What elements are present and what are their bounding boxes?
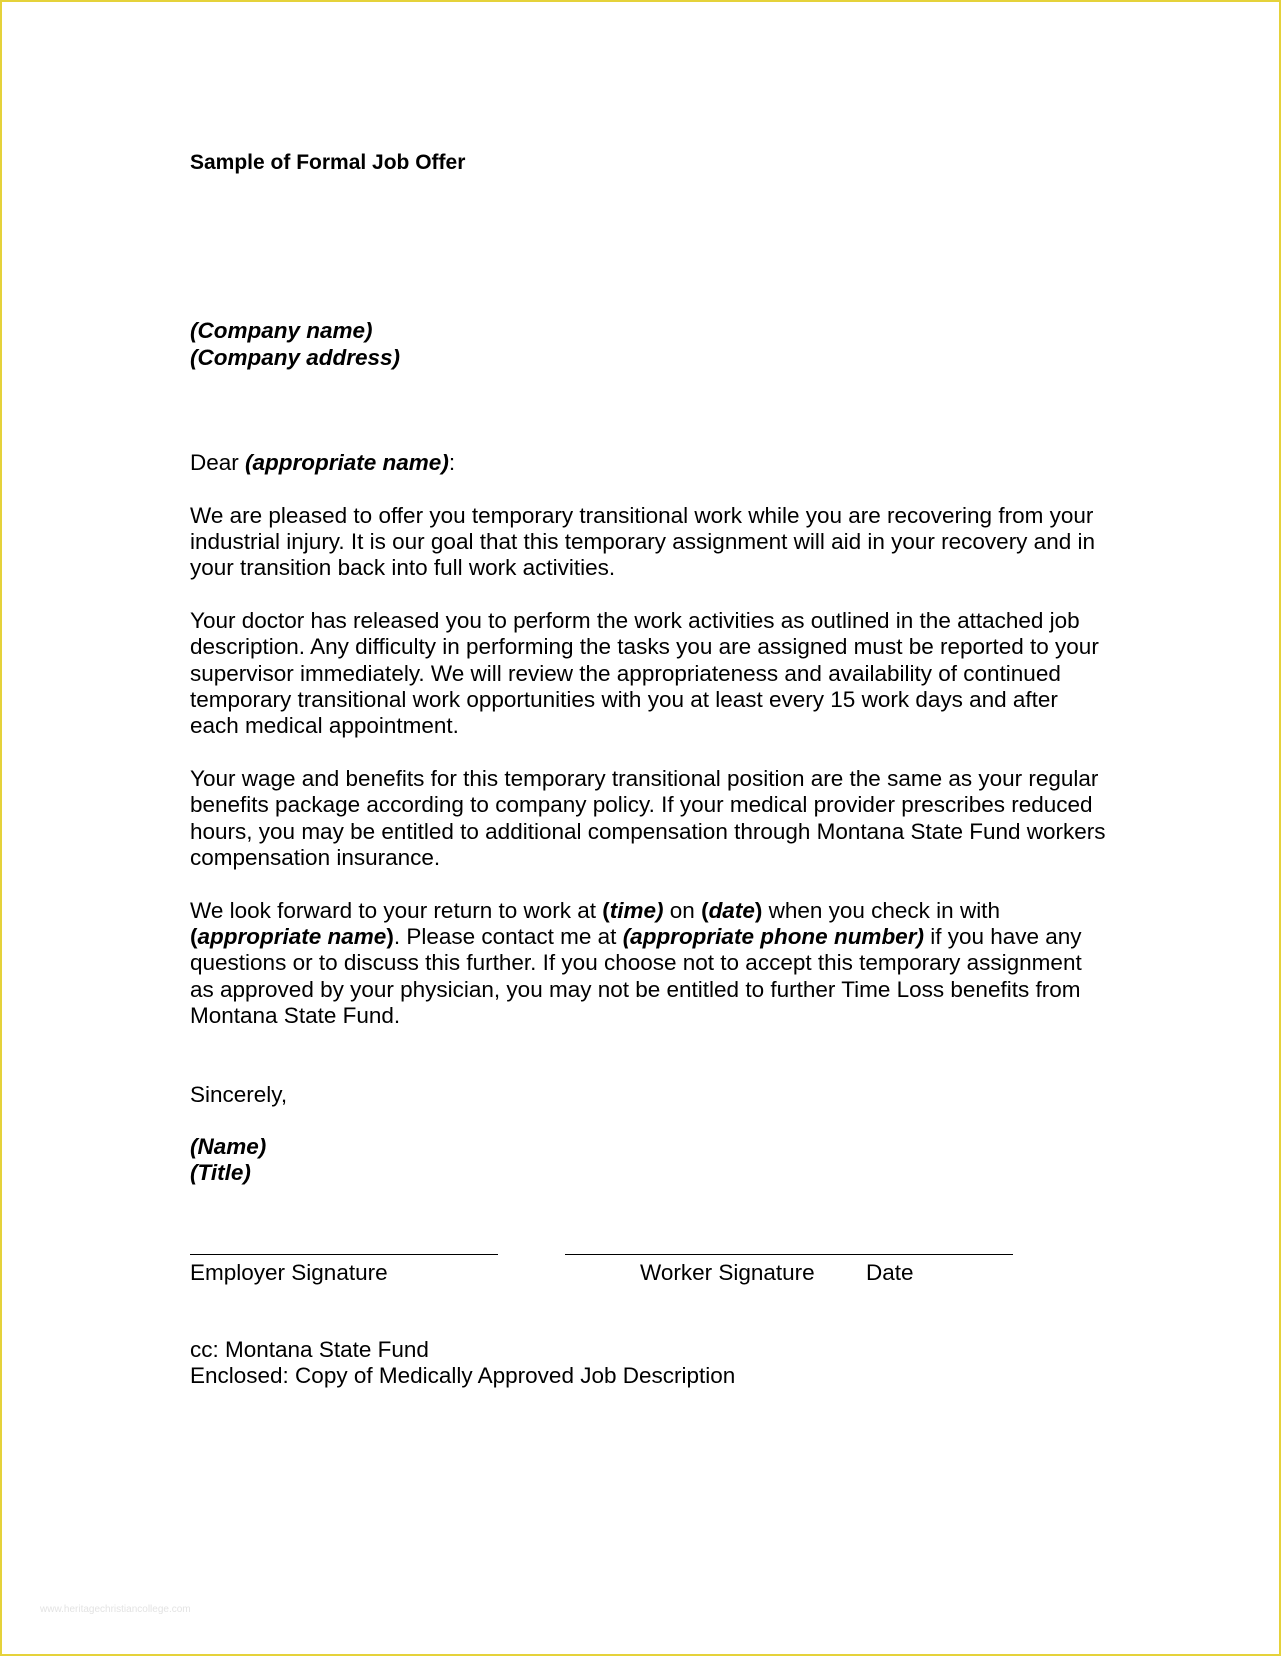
p4-part3: when you check in with <box>762 897 1000 923</box>
p4-date-close: ) <box>754 897 763 923</box>
employer-signature-line <box>190 1254 498 1255</box>
paragraph-4 <box>190 898 1110 1030</box>
closing: Sincerely, <box>190 1081 288 1107</box>
greeting-prefix: Dear <box>190 450 246 476</box>
p4-name: appropriate name <box>197 923 387 949</box>
employer-signature-label: Employer Signature <box>190 1260 388 1285</box>
company-address: (Company address) <box>190 344 401 370</box>
p4-part1: We look forward to your return to work at <box>190 897 603 923</box>
p4-phone: (appropriate phone number) <box>622 923 924 949</box>
watermark: www.heritagechristiancollege.com <box>40 1604 191 1615</box>
worker-signature-label: Worker Signature <box>640 1260 815 1285</box>
date-label: Date <box>866 1260 914 1285</box>
greeting <box>190 450 1110 476</box>
signer-title: (Title) <box>190 1160 251 1186</box>
p4-name-open: ( <box>190 923 198 949</box>
signer-block <box>190 1134 1110 1187</box>
company-block <box>190 318 1110 371</box>
greeting-name: (appropriate name) <box>245 450 449 476</box>
signer-name: (Name) <box>190 1133 267 1159</box>
enclosed-line: Enclosed: Copy of Medically Approved Job Description <box>190 1363 736 1389</box>
paragraph-1: We are pleased to offer you temporary transitional work while you are recovering from your industrial injury. It is our goal that this temporary assignment will aid in your recovery and in your transition back into full work activities. <box>190 502 1095 581</box>
letter-body <box>190 150 1110 1187</box>
company-name: (Company name) <box>190 318 373 344</box>
p4-name-close: ) <box>386 923 394 949</box>
greeting-suffix: : <box>448 450 456 476</box>
p4-time-open: ( <box>602 897 610 923</box>
worker-signature-line <box>565 1254 1013 1255</box>
p4-date-open: ( <box>701 897 709 923</box>
p4-part5: if you have any questions or to discuss this further. If you choose not to accept this temporary assignment as approved by your physician, you may not be entitled to further Time Loss benefits from Montana State Fund. <box>190 923 1082 1029</box>
p4-time: time) <box>609 897 664 923</box>
paragraph-2: Your doctor has released you to perform the work activities as outlined in the attached job description. Any difficulty in performing the tasks you are assigned must be reported to your supervisor immediately. We will review the appropriateness and availability of continued temporary transitional work opportunities with you at least every 15 work days and after each medical appointment. <box>190 607 1099 739</box>
p4-date: date <box>708 897 755 923</box>
document-title: Sample of Formal Job Offer <box>190 151 466 174</box>
paragraph-3: Your wage and benefits for this temporary transitional position are the same as your regular benefits package according to company policy. If your medical provider prescribes reduced hours, you may be entitled to additional compensation through Montana State Fund workers compensation insurance. <box>190 765 1106 871</box>
footer-notes <box>190 1337 735 1390</box>
p4-part4: . Please contact me at <box>393 923 623 949</box>
signature-section <box>190 1236 1110 1296</box>
p4-part2: on <box>663 897 702 923</box>
cc-line: cc: Montana State Fund <box>190 1337 429 1362</box>
